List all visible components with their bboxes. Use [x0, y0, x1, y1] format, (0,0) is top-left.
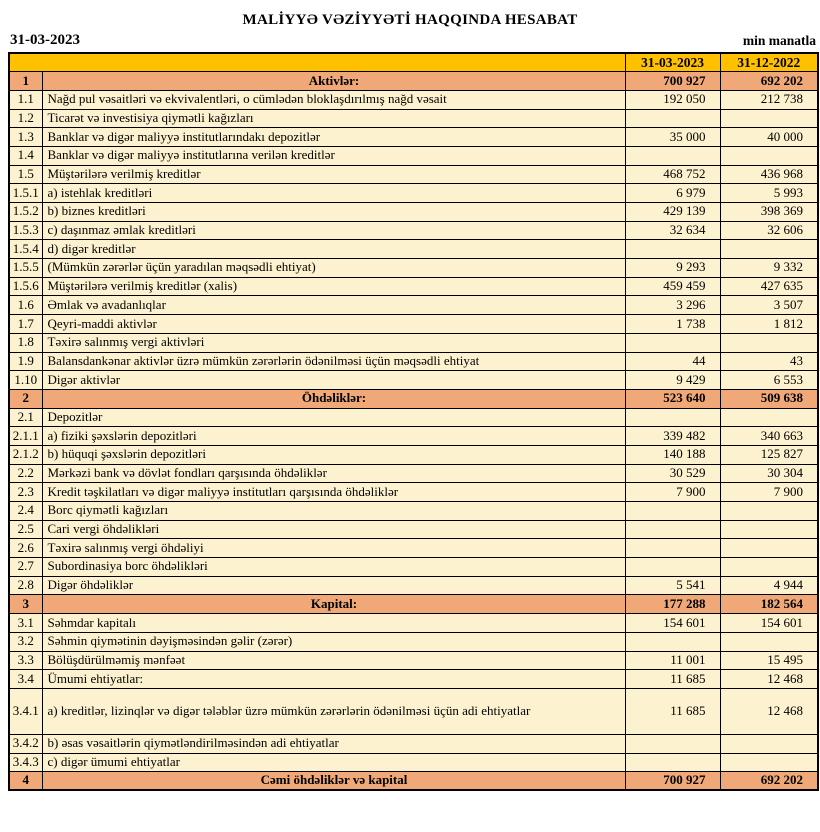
table-row	[9, 221, 818, 240]
table-row	[9, 371, 818, 390]
table-row	[9, 539, 818, 558]
value-current: 177 288	[625, 595, 720, 614]
value-previous	[720, 558, 818, 577]
value-previous: 4 944	[720, 576, 818, 595]
value-previous: 509 638	[720, 389, 818, 408]
page-title: MALİYYƏ VƏZİYYƏTİ HAQQINDA HESABAT	[242, 12, 578, 28]
value-previous: 6 553	[720, 371, 818, 390]
row-number: 1	[9, 72, 42, 91]
value-current: 429 139	[625, 203, 720, 222]
row-number: 2.2	[9, 464, 42, 483]
row-number: 1.5.4	[9, 240, 42, 259]
value-previous	[720, 539, 818, 558]
value-current: 11 685	[625, 688, 720, 734]
value-current: 35 000	[625, 128, 720, 147]
row-label: Digər aktivlər	[42, 371, 625, 390]
value-current: 9 293	[625, 259, 720, 278]
table-row	[9, 389, 818, 408]
row-label	[42, 688, 625, 734]
table-row	[9, 72, 818, 91]
row-label: Ticarət və investisiya qiymətli kağızları	[42, 109, 625, 128]
value-current: 7 900	[625, 483, 720, 502]
row-label: Nağd pul vəsaitləri və ekvivalentləri, o cümlədən bloklaşdırılmış nağd vəsait	[42, 90, 625, 109]
row-label: Təxirə salınmış vergi öhdəliyi	[42, 539, 625, 558]
value-current: 192 050	[625, 90, 720, 109]
value-previous	[720, 408, 818, 427]
row-label: Cəmi öhdəliklər və kapital	[42, 772, 625, 791]
table-row	[9, 483, 818, 502]
value-previous: 12 468	[720, 688, 818, 734]
row-label: a) istehlak kreditləri	[42, 184, 625, 203]
row-label: Səhmdar kapitalı	[42, 614, 625, 633]
value-previous: 5 993	[720, 184, 818, 203]
value-current	[625, 520, 720, 539]
value-previous: 340 663	[720, 427, 818, 446]
table-row	[9, 445, 818, 464]
row-label: Cari vergi öhdəlikləri	[42, 520, 625, 539]
value-previous	[720, 520, 818, 539]
value-previous: 30 304	[720, 464, 818, 483]
table-row	[9, 315, 818, 334]
table-row	[9, 753, 818, 772]
value-previous: 3 507	[720, 296, 818, 315]
table-row	[9, 408, 818, 427]
row-number: 1.5	[9, 165, 42, 184]
row-label: Aktivlər:	[42, 72, 625, 91]
value-previous: 12 468	[720, 670, 818, 689]
value-current: 11 001	[625, 651, 720, 670]
value-current: 6 979	[625, 184, 720, 203]
unit-label: min manatla	[742, 33, 816, 48]
row-number: 2.3	[9, 483, 42, 502]
table-row	[9, 651, 818, 670]
table-row	[9, 595, 818, 614]
table-row	[9, 109, 818, 128]
row-label: Kapital:	[42, 595, 625, 614]
row-number: 2.1	[9, 408, 42, 427]
value-current: 140 188	[625, 445, 720, 464]
table-row	[9, 184, 818, 203]
row-number: 3.4.3	[9, 753, 42, 772]
value-current	[625, 558, 720, 577]
value-current: 523 640	[625, 389, 720, 408]
table-row	[9, 734, 818, 753]
value-previous: 182 564	[720, 595, 818, 614]
value-current: 5 541	[625, 576, 720, 595]
row-label: Təxirə salınmış vergi aktivləri	[42, 333, 625, 352]
table-row	[9, 333, 818, 352]
row-label: d) digər kreditlər	[42, 240, 625, 259]
value-current: 154 601	[625, 614, 720, 633]
row-number: 4	[9, 772, 42, 791]
value-current: 32 634	[625, 221, 720, 240]
value-current: 3 296	[625, 296, 720, 315]
value-previous: 9 332	[720, 259, 818, 278]
table-row	[9, 240, 818, 259]
row-label: b) əsas vəsaitlərin qiymətləndirilməsindən adi ehtiyatlar	[42, 734, 625, 753]
table-row	[9, 427, 818, 446]
row-number: 1.3	[9, 128, 42, 147]
table-row	[9, 146, 818, 165]
row-number: 1.6	[9, 296, 42, 315]
value-current	[625, 333, 720, 352]
row-label: Kredit təşkilatları və digər maliyyə institutları qarşısında öhdəliklər	[42, 483, 625, 502]
column-header-row	[9, 53, 818, 72]
value-previous: 15 495	[720, 651, 818, 670]
value-previous	[720, 753, 818, 772]
value-current: 339 482	[625, 427, 720, 446]
row-number: 2.7	[9, 558, 42, 577]
row-number: 1.4	[9, 146, 42, 165]
table-body	[9, 53, 818, 790]
row-label: Bölüşdürülməmiş mənfəət	[42, 651, 625, 670]
value-current	[625, 753, 720, 772]
table-row	[9, 520, 818, 539]
row-number: 2.1.1	[9, 427, 42, 446]
financial-position-table	[8, 52, 819, 791]
row-label: c) digər ümumi ehtiyatlar	[42, 753, 625, 772]
row-number: 2	[9, 389, 42, 408]
table-row	[9, 558, 818, 577]
value-previous: 154 601	[720, 614, 818, 633]
row-number: 3.1	[9, 614, 42, 633]
row-number: 3.4	[9, 670, 42, 689]
value-current	[625, 539, 720, 558]
row-number: 1.2	[9, 109, 42, 128]
value-previous: 32 606	[720, 221, 818, 240]
value-previous: 125 827	[720, 445, 818, 464]
value-current	[625, 632, 720, 651]
value-previous: 212 738	[720, 90, 818, 109]
row-number: 1.8	[9, 333, 42, 352]
row-label: Mərkəzi bank və dövlət fondları qarşısında öhdəliklər	[42, 464, 625, 483]
value-previous	[720, 146, 818, 165]
row-label: a) fiziki şəxslərin depozitləri	[42, 427, 625, 446]
row-label: Borc qiymətli kağızları	[42, 502, 625, 521]
table-row	[9, 688, 818, 734]
row-number: 1.7	[9, 315, 42, 334]
row-label: Qeyri-maddi aktivlər	[42, 315, 625, 334]
value-current: 459 459	[625, 277, 720, 296]
table-row	[9, 614, 818, 633]
row-label: Balansdankənar aktivlər üzrə mümkün zərərlərin ödənilməsi üçün məqsədli ehtiyat	[42, 352, 625, 371]
row-label: Banklar və digər maliyyə institutlarındakı depozitlər	[42, 128, 625, 147]
value-previous: 7 900	[720, 483, 818, 502]
value-current: 30 529	[625, 464, 720, 483]
value-current: 700 927	[625, 772, 720, 791]
value-previous: 436 968	[720, 165, 818, 184]
row-number: 1.9	[9, 352, 42, 371]
table-row	[9, 259, 818, 278]
value-current: 44	[625, 352, 720, 371]
table-row	[9, 165, 818, 184]
value-current: 468 752	[625, 165, 720, 184]
row-number: 1.5.3	[9, 221, 42, 240]
row-number: 2.4	[9, 502, 42, 521]
row-number: 3.3	[9, 651, 42, 670]
row-label: b) hüquqi şəxslərin depozitləri	[42, 445, 625, 464]
column-header-current: 31-03-2023	[625, 53, 720, 72]
row-label: c) daşınmaz əmlak kreditləri	[42, 221, 625, 240]
table-row	[9, 203, 818, 222]
row-number: 3.4.2	[9, 734, 42, 753]
value-previous	[720, 240, 818, 259]
row-number: 3.2	[9, 632, 42, 651]
table-row	[9, 576, 818, 595]
row-label: Digər öhdəliklər	[42, 576, 625, 595]
value-current	[625, 240, 720, 259]
row-label: Müştərilərə verilmiş kreditlər (xalis)	[42, 277, 625, 296]
row-number: 1.1	[9, 90, 42, 109]
table-row	[9, 277, 818, 296]
table-row	[9, 352, 818, 371]
value-previous: 1 812	[720, 315, 818, 334]
value-current	[625, 734, 720, 753]
row-label-text: a) kreditlər, lizinqlər və digər tələblər üzrə mümkün zərərlərin ödənilməsi üçün adi ehtiyatlar	[47, 702, 531, 718]
value-previous: 43	[720, 352, 818, 371]
table-row	[9, 772, 818, 791]
table-row	[9, 296, 818, 315]
value-previous	[720, 734, 818, 753]
value-previous: 692 202	[720, 72, 818, 91]
value-current	[625, 109, 720, 128]
table-row	[9, 464, 818, 483]
row-label: Ümumi ehtiyatlar:	[42, 670, 625, 689]
value-previous	[720, 109, 818, 128]
value-previous: 398 369	[720, 203, 818, 222]
row-number: 1.5.5	[9, 259, 42, 278]
row-label: (Mümkün zərərlər üçün yaradılan məqsədli ehtiyat)	[42, 259, 625, 278]
value-current: 700 927	[625, 72, 720, 91]
row-number: 2.6	[9, 539, 42, 558]
row-number: 1.10	[9, 371, 42, 390]
report-date: 31-03-2023	[10, 32, 80, 48]
row-number: 3.4.1	[9, 688, 42, 734]
row-label: Depozitlər	[42, 408, 625, 427]
row-label: b) biznes kreditləri	[42, 203, 625, 222]
row-label: Əmlak və avadanlıqlar	[42, 296, 625, 315]
value-previous: 692 202	[720, 772, 818, 791]
value-current: 11 685	[625, 670, 720, 689]
value-current	[625, 502, 720, 521]
value-current: 1 738	[625, 315, 720, 334]
table-row	[9, 502, 818, 521]
row-number: 3	[9, 595, 42, 614]
column-header-previous: 31-12-2022	[720, 53, 818, 72]
value-previous	[720, 632, 818, 651]
row-number: 1.5.2	[9, 203, 42, 222]
table-row	[9, 90, 818, 109]
row-number: 2.1.2	[9, 445, 42, 464]
row-number: 2.8	[9, 576, 42, 595]
row-label: Müştərilərə verilmiş kreditlər	[42, 165, 625, 184]
row-label: Subordinasiya borc öhdəlikləri	[42, 558, 625, 577]
row-label: Öhdəliklər:	[42, 389, 625, 408]
value-current	[625, 146, 720, 165]
value-previous: 40 000	[720, 128, 818, 147]
row-number: 1.5.6	[9, 277, 42, 296]
row-label: Banklar və digər maliyyə institutlarına verilən kreditlər	[42, 146, 625, 165]
value-previous	[720, 333, 818, 352]
value-previous: 427 635	[720, 277, 818, 296]
value-current: 9 429	[625, 371, 720, 390]
value-current	[625, 408, 720, 427]
report-meta	[0, 29, 820, 52]
table-row	[9, 670, 818, 689]
table-row	[9, 632, 818, 651]
row-number: 2.5	[9, 520, 42, 539]
row-number: 1.5.1	[9, 184, 42, 203]
row-label: Səhmin qiymətinin dəyişməsindən gəlir (zərər)	[42, 632, 625, 651]
table-row	[9, 128, 818, 147]
header-empty-cell	[9, 53, 625, 72]
value-previous	[720, 502, 818, 521]
